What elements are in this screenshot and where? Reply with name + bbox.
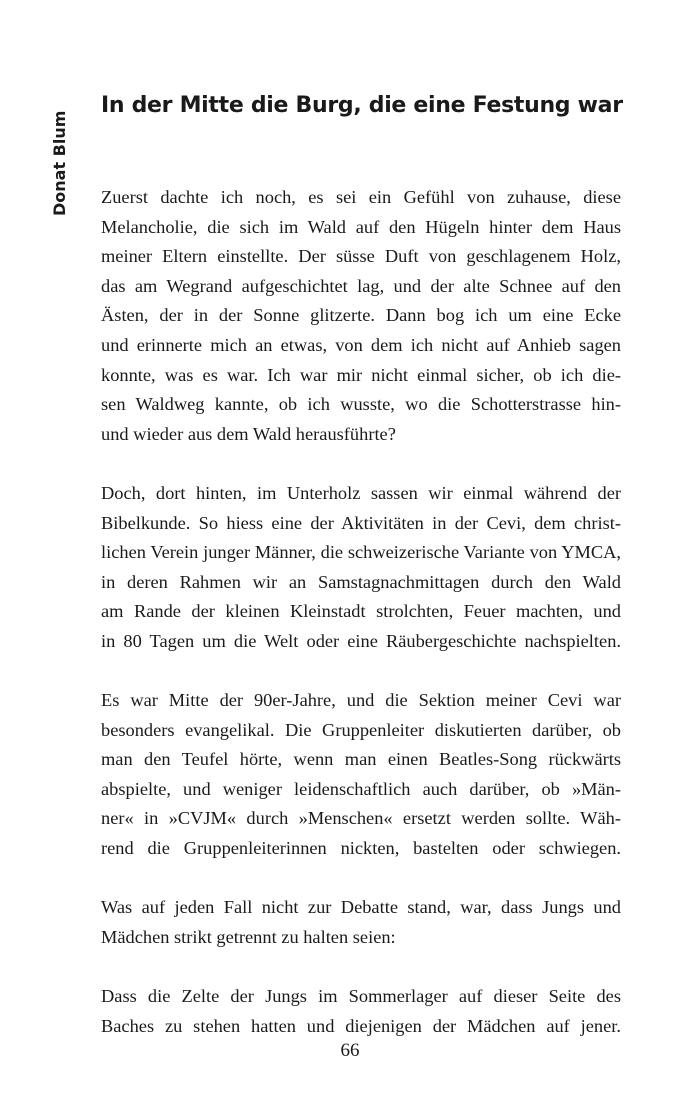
paragraph-3: [101, 686, 621, 864]
text-line: Mädchen strikt getrennt zu halten seien:: [101, 926, 396, 947]
body-text: [101, 183, 621, 1071]
text-line: Baches zu stehen hatten und diejenigen der Mädchen auf jener.: [101, 1015, 621, 1036]
text-line: Zuerst dachte ich noch, es sei ein Gefühl von zuhause, diese: [101, 187, 621, 207]
text-line: Dass die Zelte der Jungs im Sommerlager auf dieser Seite des: [101, 986, 621, 1007]
paragraph-5: [101, 982, 621, 1041]
text-line: Ästen, der in der Sonne glitzerte. Dann bog ich um eine Ecke: [101, 305, 621, 326]
text-line: meiner Eltern einstellte. Der süsse Duft von geschlagenem Holz,: [101, 246, 621, 267]
text-line: Melancholie, die sich im Wald auf den Hügeln hinter dem Haus: [101, 216, 621, 237]
text-line: am Rande der kleinen Kleinstadt strolchten, Feuer machten, und: [101, 601, 621, 622]
text-line: lichen Verein junger Männer, die schweizerische Variante von YMCA,: [101, 542, 621, 563]
text-line: ner« in »CVJM« durch »Menschen« ersetzt werden sollte. Wäh-: [101, 808, 621, 829]
paragraph-1: [101, 183, 621, 449]
text-line: in 80 Tagen um die Welt oder eine Räubergeschichte nachspielten.: [101, 630, 621, 651]
author-name: Donat Blum: [50, 110, 69, 216]
text-line: man den Teufel hörte, wenn man einen Beatles-Song rückwärts: [101, 749, 621, 770]
text-line: konnte, was es war. Ich war mir nicht einmal sicher, ob ich die-: [101, 364, 621, 385]
text-line: sen Waldweg kannte, ob ich wusste, wo die Schotterstrasse hin-: [101, 394, 621, 415]
text-line: abspielte, und weniger leidenschaftlich auch darüber, ob »Män-: [101, 778, 621, 799]
paragraph-4: [101, 893, 621, 952]
text-line: das am Wegrand aufgeschichtet lag, und der alte Schnee auf den: [101, 275, 621, 296]
text-line: und erinnerte mich an etwas, von dem ich nicht auf Anhieb sagen: [101, 334, 621, 355]
page-number: 66: [340, 1040, 360, 1061]
text-line: besonders evangelikal. Die Gruppenleiter diskutierten darüber, ob: [101, 719, 621, 740]
text-line: und wieder aus dem Wald herausführte?: [101, 423, 396, 444]
chapter-title: In der Mitte die Burg, die eine Festung war: [101, 93, 623, 118]
text-line: rend die Gruppenleiterinnen nickten, bastelten oder schwiegen.: [101, 838, 621, 859]
text-line: Es war Mitte der 90er-Jahre, und die Sektion meiner Cevi war: [101, 690, 621, 711]
text-line: Doch, dort hinten, im Unterholz sassen wir einmal während der: [101, 482, 621, 503]
text-line: in deren Rahmen wir an Samstagnachmittagen durch den Wald: [101, 571, 621, 592]
text-line: Bibelkunde. So hiess eine der Aktivitäten in der Cevi, dem christ-: [101, 512, 621, 533]
text-line: Was auf jeden Fall nicht zur Debatte stand, war, dass Jungs und: [101, 897, 621, 918]
paragraph-2: [101, 479, 621, 657]
